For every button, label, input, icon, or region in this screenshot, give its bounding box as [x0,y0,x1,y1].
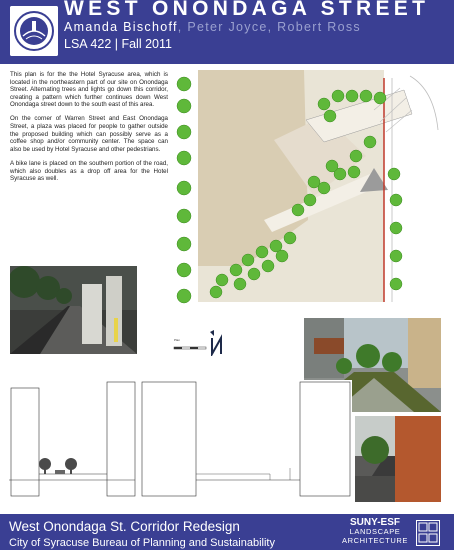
street-rendering [355,416,441,502]
corridor-rendering [10,266,137,354]
description-paragraph: A bike lane is placed on the southern portion of the road, which also doubles as a drop off area for the Hotel Syracuse as well. [10,159,168,183]
dept-logo [416,520,440,546]
authors [64,20,361,34]
street-section-left [7,380,137,504]
school-logo [340,518,410,545]
page-title: WEST ONONDAGA STREET [64,0,430,20]
school-program-line1: LANDSCAPE [349,527,401,536]
scale-label: Plan [174,338,181,342]
author-others: , Peter Joyce, Robert Ross [177,20,361,34]
course-label: LSA 422 | Fall 2011 [64,37,172,51]
project-description [10,71,168,189]
street-section-right [140,380,352,504]
city-seal-logo [10,6,58,56]
description-paragraph: This plan is for the the Hotel Syracuse area, which is located in the northeastern part of our site on Onondaga Street. Alternating trees and lights go down this corridor, creating a pattern which further continues down West Onondaga street down to the south east of this area. [10,71,168,109]
north-arrow-icon [208,330,224,356]
school-program-line2: ARCHITECTURE [342,536,408,545]
school-name: SUNY-ESF [349,517,400,528]
client-name: City of Syracuse Bureau of Planning and Sustainability [9,537,275,549]
description-paragraph: On the corner of Warren Street and East Onondaga Street, a plaza was placed for people to gather outside the proposed building which can possibly serve as a coffee shop and/or community center. The space can also be used by Hotel Syracuse and other pedestrians. [10,115,168,153]
site-plan [174,70,444,308]
author-lead: Amanda Bischoff [64,20,178,34]
scale-bar [172,340,208,352]
project-title: West Onondaga St. Corridor Redesign [9,519,240,534]
